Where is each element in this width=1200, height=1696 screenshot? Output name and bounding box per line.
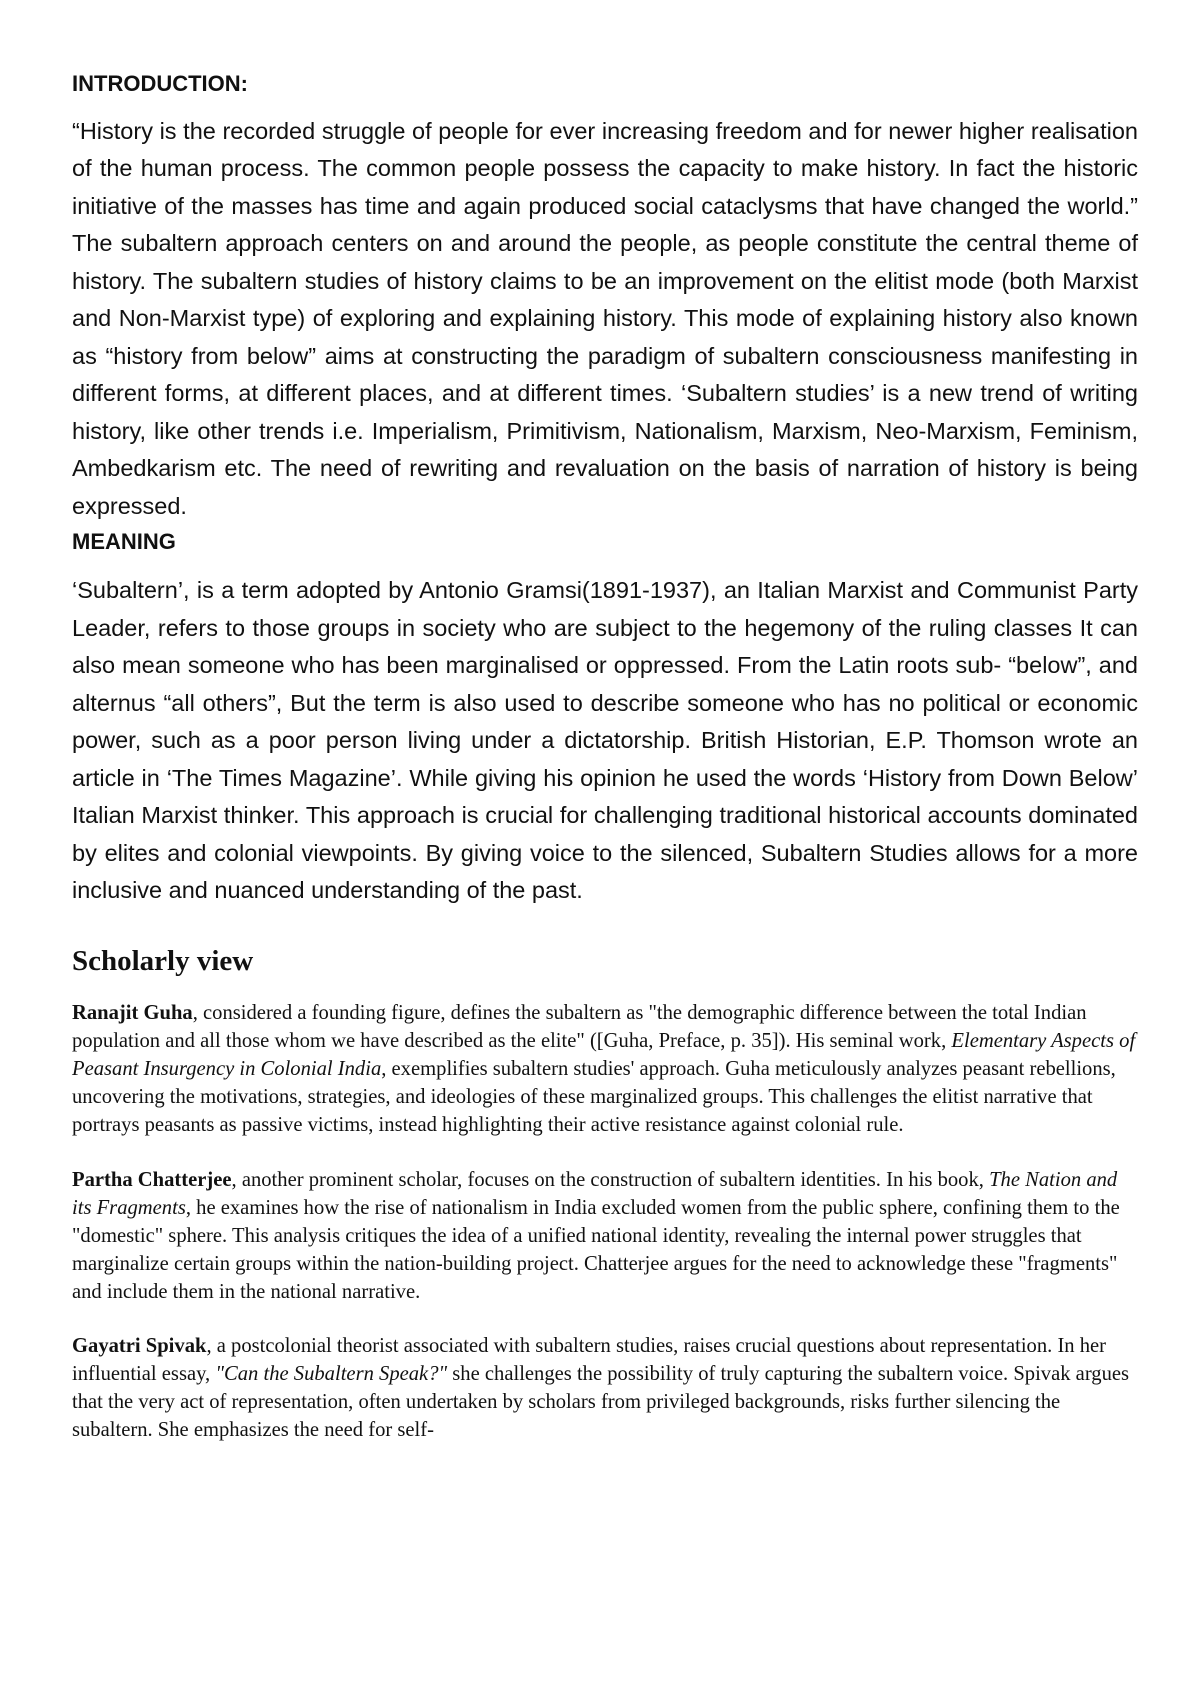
spivak-essay-title: "Can the Subaltern Speak?"	[215, 1363, 448, 1386]
spivak-text-2: she challenges the possibility of truly capturing the subaltern voice. Spivak argues that the very act of representation, often undertaken by scholars from privileged backgrounds, risks further silencing the subaltern. She emphasizes the need for self-	[72, 1363, 1130, 1442]
scholarly-view-heading: Scholarly view	[72, 944, 254, 977]
spivak-paragraph	[72, 1333, 1138, 1445]
spivak-name: Gayatri Spivak	[72, 1335, 207, 1358]
meaning-heading: MEANING	[72, 529, 176, 555]
guha-paragraph	[72, 1000, 1138, 1140]
spivak-text-1: , a postcolonial theorist associated with subaltern studies, raises crucial questions about representation. In her influential essay,	[72, 1335, 1107, 1386]
chatterjee-paragraph	[72, 1167, 1138, 1307]
introduction-paragraph: “History is the recorded struggle of people for ever increasing freedom and for newer higher realisation of the human process. The common people possess the capacity to make history. In fact the historic initiative of the masses has time and again produced social cataclysms that have changed the world.” The subaltern approach centers on and around the people, as people constitute the central theme of history. The subaltern studies of history claims to be an improvement on the elitist mode (both Marxist and Non-Marxist type) of exploring and explaining history. This mode of explaining history also known as “history from below” aims at constructing the paradigm of subaltern consciousness manifesting in different forms, at different places, and at different times. ‘Subaltern studies’ is a new trend of writing history, like other trends i.e. Imperialism, Primitivism, Nationalism, Marxism, Neo-Marxism, Feminism, Ambedkarism etc. The need of rewriting and revaluation on the basis of narration of history is being expressed.	[72, 117, 1138, 519]
meaning-paragraph: ‘Subaltern’, is a term adopted by Antonio Gramsi(1891-1937), an Italian Marxist and Communist Party Leader, refers to those groups in society who are subject to the hegemony of the ruling classes It can also mean someone who has been marginalised or oppressed. From the Latin roots sub- “below”, and alternus “all others”, But the term is also used to describe someone who has no political or economic power, such as a poor person living under a dictatorship. British Historian, E.P. Thomson wrote an article in ‘The Times Magazine’. While giving his opinion he used the words ‘History from Down Below’ Italian Marxist thinker. This approach is crucial for challenging traditional historical accounts dominated by elites and colonial viewpoints. By giving voice to the silenced, Subaltern Studies allows for a more inclusive and nuanced understanding of the past.	[72, 577, 1138, 904]
introduction-heading: INTRODUCTION:	[72, 71, 248, 96]
chatterjee-text-1: , another prominent scholar, focuses on the construction of subaltern identities. In his book,	[231, 1168, 990, 1191]
document-page	[72, 70, 1138, 1472]
chatterjee-name: Partha Chatterjee	[72, 1168, 232, 1191]
guha-book-title: Elementary Aspects of Peasant Insurgency in Colonial India	[72, 1030, 1136, 1081]
guha-name: Ranajit Guha	[72, 1002, 193, 1025]
chatterjee-text-2: , he examines how the rise of nationalism in India excluded women from the public sphere, confining them to the "domestic" sphere. This analysis critiques the idea of a unified national identity, revealing the internal power struggles that marginalize certain groups within the nation-building project. Chatterjee argues for the need to acknowledge these "fragments" and include them in the national narrative.	[72, 1196, 1120, 1303]
chatterjee-book-title: The Nation and its Fragments	[72, 1168, 1118, 1219]
guha-text-1: , considered a founding figure, defines the subaltern as "the demographic difference between the total Indian population and all those whom we have described as the elite" ([Guha, Preface, p. 35]). His seminal work,	[72, 1002, 1087, 1053]
guha-text-2: , exemplifies subaltern studies' approach. Guha meticulously analyzes peasant rebellions, uncovering the motivations, strategies, and ideologies of these marginalized groups. This challenges the elitist narrative that portrays peasants as passive victims, instead highlighting their active resistance against colonial rule.	[72, 1058, 1116, 1137]
